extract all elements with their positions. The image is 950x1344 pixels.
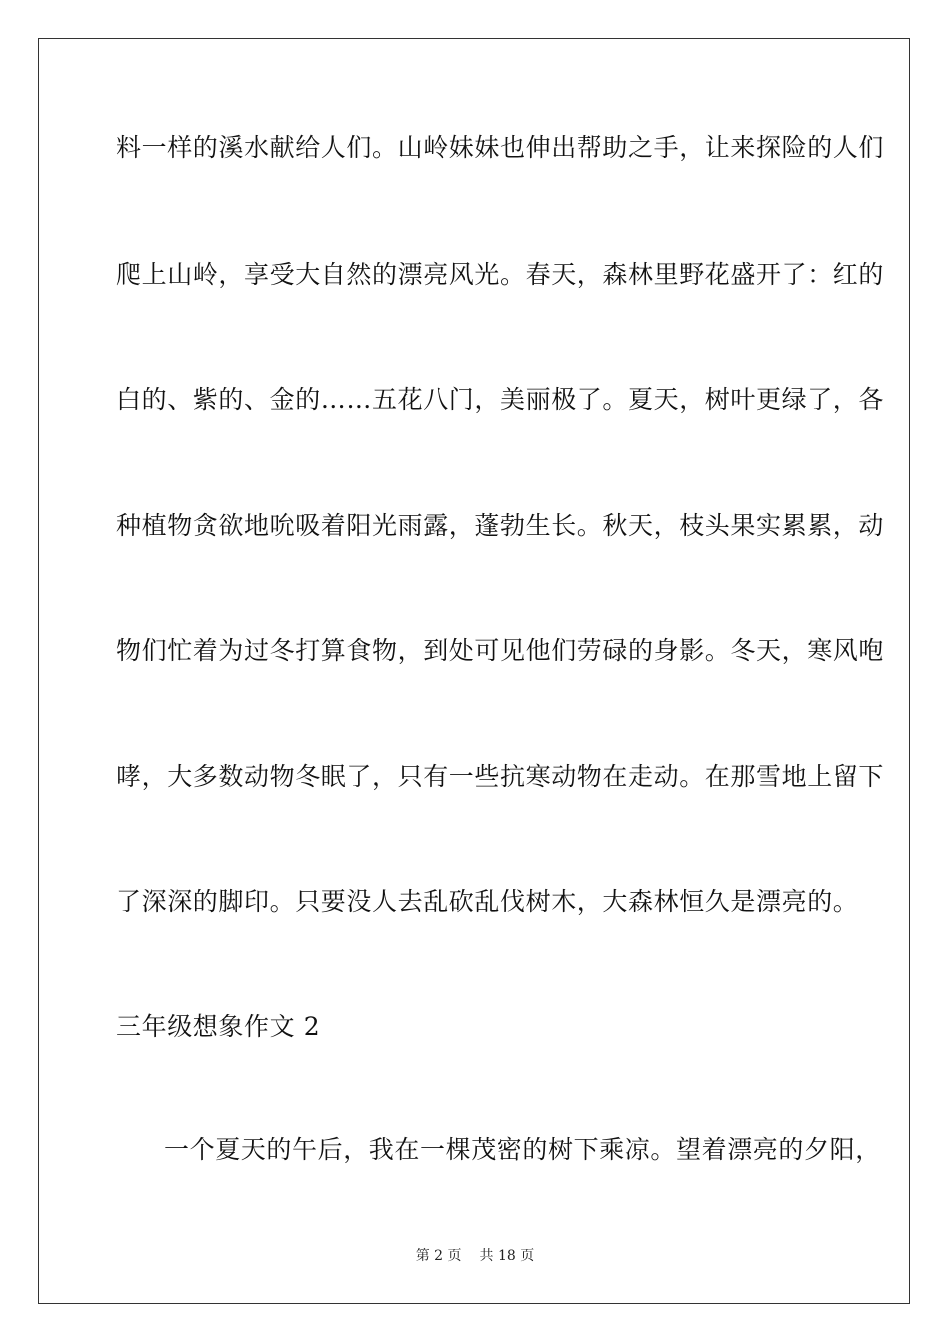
body-line-4: 种植物贪欲地吮吸着阳光雨露，蓬勃生长。秋天，枝头果实累累，动 xyxy=(116,511,885,540)
section-heading: 三年级想象作文 2 xyxy=(116,1012,321,1041)
page-number: 第 2 页 xyxy=(415,1248,462,1264)
body-line-2: 爬上山岭，享受大自然的漂亮风光。春天，森林里野花盛开了：红的 xyxy=(116,260,885,289)
page-footer xyxy=(0,1247,950,1265)
page-border xyxy=(38,38,910,1304)
page-total: 共 18 页 xyxy=(479,1248,535,1264)
body-line-5: 物们忙着为过冬打算食物，到处可见他们劳碌的身影。冬天，寒风咆 xyxy=(116,636,885,665)
body-line-7: 了深深的脚印。只要没人去乱砍乱伐树木，大森林恒久是漂亮的。 xyxy=(116,887,859,916)
paragraph-first-line: 一个夏天的午后，我在一棵茂密的树下乘凉。望着漂亮的夕阳， xyxy=(164,1135,881,1164)
body-line-1: 料一样的溪水献给人们。山岭妹妹也伸出帮助之手，让来探险的人们 xyxy=(116,133,885,162)
body-line-6: 哮，大多数动物冬眠了，只有一些抗寒动物在走动。在那雪地上留下 xyxy=(116,762,885,791)
body-line-3: 白的、紫的、金的……五花八门，美丽极了。夏天，树叶更绿了，各 xyxy=(116,385,885,414)
